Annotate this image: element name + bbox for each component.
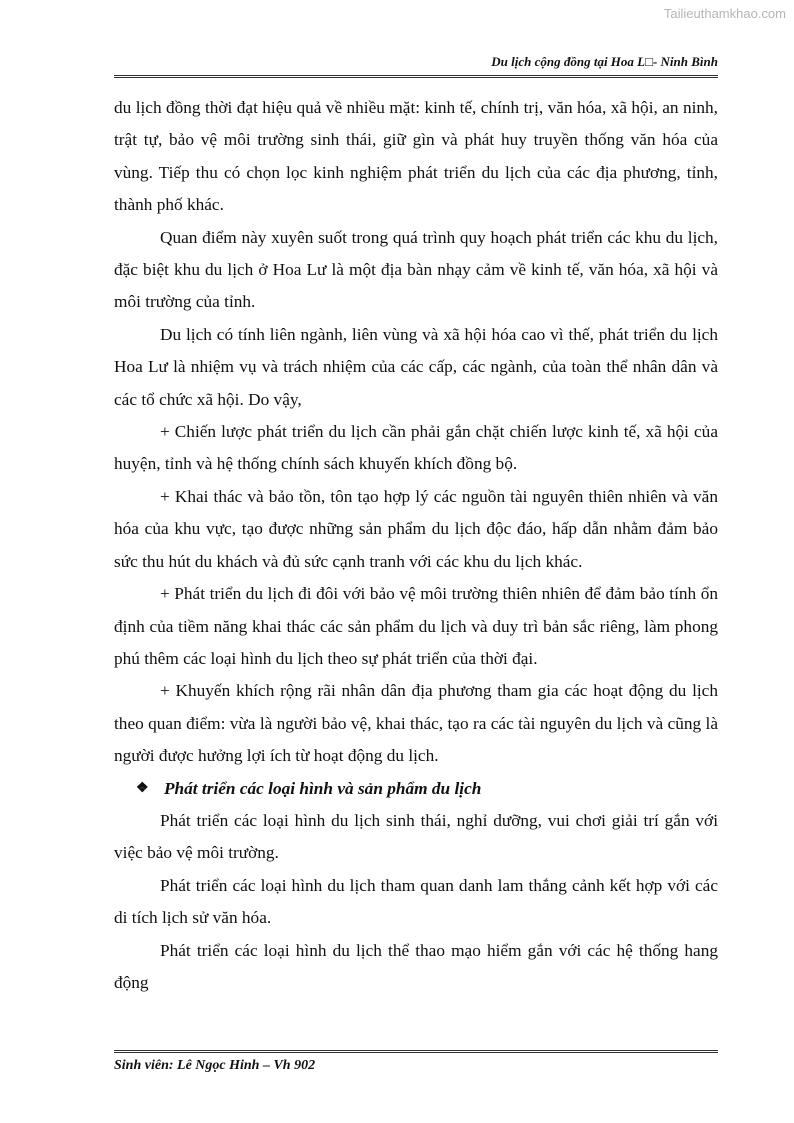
section-heading <box>114 773 718 805</box>
paragraph: + Khuyến khích rộng rãi nhân dân địa phương tham gia các hoạt động du lịch theo quan điểm: vừa là người bảo vệ, khai thác, tạo ra các tài nguyên du lịch và cũng là người được hưởng lợi ích từ hoạt động du lịch. <box>114 681 718 766</box>
paragraph: Phát triển các loại hình du lịch thể thao mạo hiểm gắn với các hệ thống hang động <box>114 940 718 992</box>
paragraph: Phát triển các loại hình du lịch tham quan danh lam thắng cảnh kết hợp với các di tích lịch sử văn hóa. <box>114 875 718 928</box>
watermark: Tailieuthamkhao.com <box>663 6 786 21</box>
paragraph: + Khai thác và bảo tồn, tôn tạo hợp lý các nguồn tài nguyên thiên nhiên và văn hóa của khu vực, tạo được những sản phẩm du lịch độc đáo, hấp dẫn nhằm đảm bảo sức thu hút du khách và đủ sức cạnh tranh với các khu du lịch khác. <box>114 486 718 571</box>
paragraph: Quan điểm này xuyên suốt trong quá trình quy hoạch phát triển các khu du lịch, đặc biệt khu du lịch ở Hoa Lư là một địa bàn nhạy cảm về kinh tế, văn hóa, xã hội và môi trường của tỉnh. <box>114 227 718 312</box>
paragraph: Du lịch có tính liên ngành, liên vùng và xã hội hóa cao vì thế, phát triển du lịch Hoa Lư là nhiệm vụ và trách nhiệm của các cấp, các ngành, của toàn thể nhân dân và các tổ chức xã hội. Do vậy, <box>114 324 718 409</box>
paragraph: + Phát triển du lịch đi đôi với bảo vệ môi trường thiên nhiên để đảm bảo tính ổn định của tiềm năng khai thác các sản phẩm du lịch và duy trì bản sắc riêng, làm phong phú thêm các loại hình du lịch theo sự phát triển của thời đại. <box>114 584 718 668</box>
page-header: Du lịch cộng đồng tại Hoa L□- Ninh Bình <box>114 54 718 78</box>
paragraph: Phát triển các loại hình du lịch sinh thái, nghỉ dưỡng, vui chơi giải trí gắn với việc bảo vệ môi trường. <box>114 810 718 863</box>
document-body <box>114 92 718 999</box>
paragraph: du lịch đồng thời đạt hiệu quả về nhiều mặt: kinh tế, chính trị, văn hóa, xã hội, an ninh, trật tự, bảo vệ môi trường sinh thái, giữ gìn và phát huy truyền thống văn hóa của vùng. Tiếp thu có chọn lọc kinh nghiệm phát triển du lịch của các địa phương, tỉnh, thành phố khác. <box>114 98 718 215</box>
footer-divider <box>114 1050 718 1053</box>
section-heading-text: Phát triển các loại hình và sản phẩm du lịch <box>164 778 482 798</box>
diamond-bullet-icon: ❖ <box>136 780 149 796</box>
page-footer: Sinh viên: Lê Ngọc Hinh – Vh 902 <box>114 1058 316 1073</box>
paragraph: + Chiến lược phát triển du lịch cần phải gắn chặt chiến lược kinh tế, xã hội của huyện, tỉnh và hệ thống chính sách khuyến khích đồng bộ. <box>114 422 718 474</box>
